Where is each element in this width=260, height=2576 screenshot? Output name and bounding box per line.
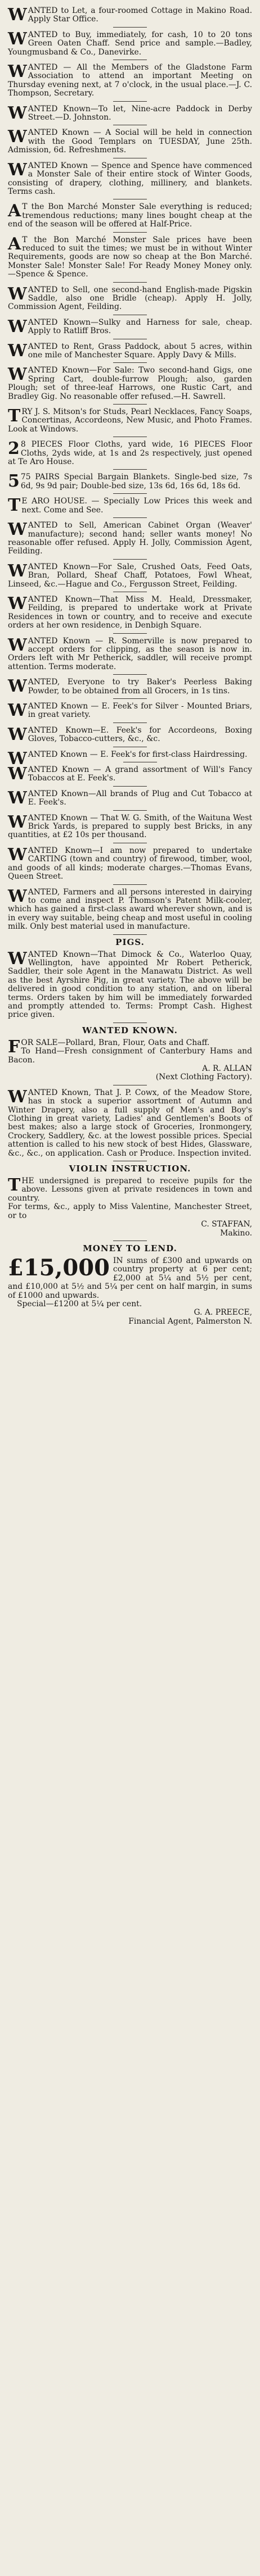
classified-ad xyxy=(8,342,252,361)
ad-text: ANTED Known — A grand assortment of Will's Fancy Tobaccos at E. Feek's. xyxy=(28,765,252,783)
ad-text: E ARO HOUSE. — Specially Low Prices this week and next. Come and See. xyxy=(21,497,252,515)
section-heading-pigs: PIGS. xyxy=(115,937,145,947)
money-ad xyxy=(8,1256,252,1326)
classified-ad xyxy=(8,725,252,744)
ad-text: ANTED Known—That Miss M. Heald, Dressmaker, Feilding, is prepared to undertake work at Private Residences in town or country, and to receive and execute orders at her own residence, in Denbigh Square. xyxy=(8,594,252,630)
drop-cap: W xyxy=(8,764,27,784)
classified-ad xyxy=(8,472,252,491)
divider xyxy=(113,282,147,283)
divider xyxy=(113,559,147,560)
drop-cap: W xyxy=(8,29,27,49)
classified-ad xyxy=(8,365,252,402)
drop-cap: W xyxy=(8,520,27,540)
divider xyxy=(113,633,147,634)
classified-ad xyxy=(8,128,252,155)
money-amount: £15,000 xyxy=(8,1254,110,1281)
ad-signature: A. R. ALLAN (Next Clothing Factory). xyxy=(155,1064,252,1082)
drop-cap: T xyxy=(8,406,21,426)
classified-ad xyxy=(8,846,252,882)
classified-ad xyxy=(8,1176,252,1238)
drop-cap: W xyxy=(8,160,27,180)
ad-text: ANTED Known — R. Somerville is now prepared to accept orders for clipping, as the season is now in. Orders left with Mr Petherick, saddler, will receive prompt attention. Terms moderate. xyxy=(8,636,252,671)
divider xyxy=(113,27,147,28)
drop-cap: 2 xyxy=(8,439,20,459)
drop-cap: 5 xyxy=(8,471,20,492)
ad-text: ANTED to Sell, one second-hand English-made Pigskin Saddle, also one Bridle (cheap). Apply H. Jolly, Commission Agent, Feilding. xyxy=(8,285,252,312)
drop-cap: W xyxy=(8,593,27,614)
divider xyxy=(113,232,147,233)
drop-cap: A xyxy=(8,201,21,221)
ad-text: ANTED Known—To let, Nine-acre Paddock in Derby Street.—D. Johnston. xyxy=(28,104,252,122)
ad-text: HE undersigned is prepared to receive pupils for the above. Lessons given at private residences in town and country. For terms, &c., apply to Miss Valentine, Manchester Street, or to xyxy=(8,1176,252,1220)
divider xyxy=(113,674,147,675)
money-text: IN sums of £300 and upwards on country property at 6 per cent; £2,000 at 5¼ and 5½ per cent, and £10,000 at 5½ and 5¼ per cent on half margin, in sums of £1000 and upwards. xyxy=(8,1256,252,1300)
classified-ad xyxy=(8,285,252,312)
classified-ad xyxy=(8,161,252,197)
drop-cap: W xyxy=(8,5,27,25)
ad-text: ANTED, Farmers and all persons interested in dairying to come and inspect P. Thomson's Patent Milk-cooler, which has gained a first-class award wherever shown, and is in every way suitable, being cheap and most useful in cooling milk. Only best material used in manufacture. xyxy=(8,887,253,932)
classified-ad xyxy=(8,439,252,467)
classified-ad xyxy=(8,520,252,557)
ad-text: T the Bon Marché Monster Sale prices have been reduced to suit the times; we must be in without Winter Requirements, goods are now so cheap at the Bon Marché. Monster Sale! Monster Sale! For Ready Money Money only.—Spence & Spence. xyxy=(8,235,252,279)
drop-cap: W xyxy=(8,748,27,769)
classified-ad xyxy=(8,594,252,631)
ad-text: ANTED Known, That J. P. Cowx, of the Meadow Store, has in stock a superior assortment of Autumn and Winter Drapery, also a full supply of Men's and Boy's Clothing in great variety, Ladies' and Gentlemen's Boots of best makes; also a large stock of Groceries, Ironmongery, Crockery, Saddlery, &c. at the lowest possible prices. Special attention is called to his new stock of best Hides, Glassware, &c., &c., on application. Cash or Produce. Inspection invited. xyxy=(8,1088,252,1158)
classified-ad xyxy=(8,748,252,769)
drop-cap: W xyxy=(8,316,27,337)
classified-ad xyxy=(8,1038,252,1083)
drop-cap: W xyxy=(8,284,27,304)
ad-text: ANTED Known — Spence and Spence have commenced a Monster Sale of their entire stock of Winter Goods, consisting of drapery, clothing, millinery, and blankets. Terms cash. xyxy=(8,161,252,196)
money-special: Special—£1200 at 5¼ per cent. xyxy=(17,1299,142,1309)
divider xyxy=(113,810,147,811)
drop-cap: W xyxy=(8,561,27,581)
divider xyxy=(113,934,147,935)
ad-text: ANTED to Let, a four-roomed Cottage in Makino Road. Apply Star Office. xyxy=(28,6,252,24)
classified-ad xyxy=(8,677,252,696)
ad-text: ANTED Known—For Sale, Crushed Oats, Feed Oats, Bran, Pollard, Sheaf Chaff, Potatoes, Fowl Wheat, Linseed, &c.—Hague and Co., Fergusson Street, Feilding. xyxy=(8,562,252,589)
divider xyxy=(113,517,147,518)
ad-text: ANTED to Buy, immediately, for cash, 10 to 20 tons Green Oaten Chaff. Send price and sample.—Badley, Youngmusband & Co., Danevirke. xyxy=(8,30,252,57)
divider xyxy=(113,362,147,363)
ad-text: ANTED — All the Members of the Gladstone Farm Association to attend an important Meeting on Thursday evening next, at 7 o'clock, in the usual place.—J. C. Thompson, Secretary. xyxy=(8,63,252,98)
drop-cap: W xyxy=(8,127,27,147)
classified-ad xyxy=(8,6,252,25)
drop-cap: W xyxy=(8,1087,27,1107)
ad-text: ANTED Known—All brands of Plug and Cut Tobacco at E. Feek's. xyxy=(28,789,252,807)
ad-text: ANTED Known — That W. G. Smith, of the Waituna West Brick Yards, is prepared to supply best Bricks, in any quantities, at £2 10s per thousand. xyxy=(8,813,252,840)
drop-cap: T xyxy=(8,496,21,516)
classified-ad xyxy=(8,765,252,784)
ad-text: ANTED Known—I am now prepared to undertake CARTING (town and country) of firewood, timber, wool, and goods of all kinds; moderate charges.—Thomas Evans, Queen Street. xyxy=(8,846,252,882)
drop-cap: W xyxy=(8,676,27,697)
drop-cap: W xyxy=(8,886,27,906)
ad-text: OR SALE—Pollard, Bran, Flour, Oats and Chaff. To Hand—Fresh consignment of Canterbury Hams and Bacon. xyxy=(8,1038,252,1065)
section-heading-wanted-known: WANTED KNOWN. xyxy=(82,1025,178,1035)
ad-text: ANTED to Sell, American Cabinet Organ (Weaver' manufacture); second hand; seller wants money! No reasonable offer refused. Apply H. Jolly, Commission Agent, Feilding. xyxy=(8,521,252,556)
classified-ad xyxy=(8,317,252,337)
classified-ad xyxy=(8,562,252,589)
drop-cap: W xyxy=(8,340,27,361)
drop-cap: W xyxy=(8,948,27,969)
drop-cap: T xyxy=(8,1175,21,1196)
divider xyxy=(113,101,147,102)
divider xyxy=(113,493,147,494)
classified-ad xyxy=(8,1088,252,1158)
classified-ad xyxy=(8,949,252,1020)
ad-text: ANTED Known—For Sale: Two second-hand Gigs, one Spring Cart, double-furrow Plough; also, garden Plough; set of three-leaf Harrows, one Rustic Cart, and Bradley Gig. No reasonable offer refused.—H. Sawrell. xyxy=(8,366,252,401)
section-heading-money: MONEY TO LEND. xyxy=(83,1243,177,1253)
ad-text: ANTED Known—E. Feek's for Accordeons, Boxing Gloves, Tobacco-cutters, &c., &c. xyxy=(28,725,252,744)
classified-ad xyxy=(8,496,252,515)
divider xyxy=(113,786,147,787)
section-heading-violin: VIOLIN INSTRUCTION. xyxy=(69,1164,191,1174)
ad-text: 75 PAIRS Special Bargain Blankets. Single-bed size, 7s 6d, 9s 9d pair; Double-bed size, 13s 6d, 16s 6d, 18s 6d. xyxy=(20,473,252,490)
classified-ad xyxy=(8,636,252,673)
divider xyxy=(113,404,147,405)
ad-text: ANTED Known — E. Feek's for first-class Hairdressing. xyxy=(28,749,248,759)
classified-ad xyxy=(8,104,252,123)
classified-ad xyxy=(8,62,252,99)
drop-cap: W xyxy=(8,812,27,832)
drop-cap: W xyxy=(8,365,27,385)
drop-cap: W xyxy=(8,62,27,82)
classified-ad xyxy=(8,235,252,280)
ad-text: ANTED Known—That Dimock & Co., Waterloo Quay, Wellington, have appointed Mr Robert Petherick, Saddler, their sole Agent in the Manawatu District. As well as the best Ayrshire Pig, in great variety. The above will be delivered in good condition to any station, and on liberal terms. Orders taken by him will be immediately forwarded and promptly attended to. Terms: Prompt Cash. Highest price given. xyxy=(8,949,252,1020)
drop-cap: W xyxy=(8,103,27,123)
ad-text: ANTED Known — E. Feek's for Silver - Mounted Briars, in great variety. xyxy=(28,702,252,720)
classified-ad xyxy=(8,789,252,808)
divider xyxy=(113,884,147,885)
drop-cap: W xyxy=(8,724,27,744)
ad-text: T the Bon Marché Monster Sale everything is reduced; tremendous reductions; many lines bought cheap at the end of the season will be offered at Half-Price. xyxy=(8,202,252,229)
ad-signature: C. STAFFAN, Makino. xyxy=(201,1220,252,1238)
ad-text: 8 PIECES Floor Cloths, yard wide, 16 PIECES Floor Cloths, 2yds wide, at 1s and 2s respectively, just opened at Te Aro House. xyxy=(8,440,252,467)
drop-cap: W xyxy=(8,844,27,865)
ad-signature: G. A. PREECE, Financial Agent, Palmerston N. xyxy=(128,1308,252,1326)
drop-cap: W xyxy=(8,788,27,808)
drop-cap: F xyxy=(8,1037,20,1057)
drop-cap: W xyxy=(8,701,27,720)
ad-text: ANTED Known—Sulky and Harness for sale, cheap. Apply to Ratliff Bros. xyxy=(28,317,252,336)
divider xyxy=(113,469,147,470)
classified-ad xyxy=(8,202,252,229)
ad-text: ANTED Known — A Social will be held in connection with the Good Templars on TUESDAY, June 25th. Admission, 6d. Refreshments. xyxy=(8,128,252,155)
ad-text: ANTED, Everyone to try Baker's Peerless Baking Powder, to be obtained from all Grocers, in 1s tins. xyxy=(28,678,252,696)
drop-cap: A xyxy=(8,234,21,254)
divider xyxy=(113,698,147,699)
classified-ad xyxy=(8,407,252,434)
classified-ad xyxy=(8,813,252,841)
ad-text: RY J. S. Mitson's for Studs, Pearl Necklaces, Fancy Soaps, Concertinas, Accordeons, New Music, and Photo Frames. Look at Windows. xyxy=(8,407,252,434)
classified-ad xyxy=(8,887,252,932)
ad-text: ANTED to Rent, Grass Paddock, about 5 acres, within one mile of Manchester Square. Apply Davy & Mills. xyxy=(28,342,252,360)
classified-ad xyxy=(8,701,252,720)
drop-cap: W xyxy=(8,635,27,655)
classified-ad xyxy=(8,30,252,57)
